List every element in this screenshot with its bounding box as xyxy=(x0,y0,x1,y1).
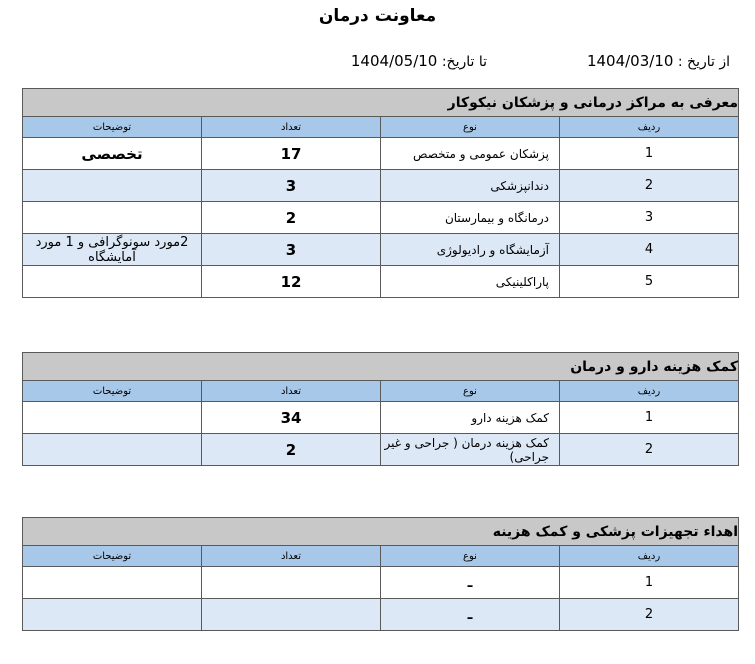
section-title: معرفی به مراکز درمانی و پزشکان نیکوکار xyxy=(23,89,739,117)
table-row xyxy=(23,202,739,234)
row-notes: 2مورد سونوگرافی و 1 مورد آمایشگاه xyxy=(23,234,202,266)
row-notes xyxy=(23,202,202,234)
column-header-row xyxy=(23,546,739,567)
row-notes xyxy=(23,599,202,631)
table-row xyxy=(23,234,739,266)
row-type: کمک هزینه درمان ( جراحی و غیر جراحی) xyxy=(381,434,560,466)
column-header-index: ردیف xyxy=(560,117,739,138)
row-notes xyxy=(23,170,202,202)
from-date xyxy=(587,52,730,70)
row-index: 1 xyxy=(560,402,739,434)
row-notes: تخصصی xyxy=(23,138,202,170)
section-table-medicine-aid xyxy=(22,352,739,466)
row-index: 2 xyxy=(560,170,739,202)
column-header-count: تعداد xyxy=(202,381,381,402)
row-index: 1 xyxy=(560,138,739,170)
column-header-count: تعداد xyxy=(202,546,381,567)
column-header-type: نوع xyxy=(381,546,560,567)
column-header-index: ردیف xyxy=(560,546,739,567)
column-header-notes: توضیحات xyxy=(23,381,202,402)
row-type: ـ xyxy=(381,567,560,599)
table-row xyxy=(23,266,739,298)
row-type: پاراکلینیکی xyxy=(381,266,560,298)
table-row xyxy=(23,138,739,170)
table-row xyxy=(23,434,739,466)
column-header-type: نوع xyxy=(381,381,560,402)
to-date-label: تا تاریخ: xyxy=(441,54,487,70)
column-header-notes: توضیحات xyxy=(23,546,202,567)
column-header-row xyxy=(23,381,739,402)
page-title: معاونت درمان xyxy=(318,6,437,26)
row-type: دندانپزشکی xyxy=(381,170,560,202)
row-notes xyxy=(23,402,202,434)
column-header-notes: توضیحات xyxy=(23,117,202,138)
row-index: 2 xyxy=(560,599,739,631)
to-date-value: 1404/05/10 xyxy=(350,52,438,70)
table-row xyxy=(23,599,739,631)
row-count: 17 xyxy=(202,138,381,170)
row-index: 4 xyxy=(560,234,739,266)
row-count: 3 xyxy=(202,170,381,202)
row-count xyxy=(202,599,381,631)
row-count: 3 xyxy=(202,234,381,266)
section-table-medical-equipment xyxy=(22,517,739,631)
row-type: آزمایشگاه و رادیولوژی xyxy=(381,234,560,266)
section-title: اهداء تجهیزات پزشکی و کمک هزینه xyxy=(23,518,739,546)
row-count: 2 xyxy=(202,202,381,234)
column-header-row xyxy=(23,117,739,138)
row-count: 34 xyxy=(202,402,381,434)
section-table-therapy-referrals xyxy=(22,88,739,298)
row-notes xyxy=(23,567,202,599)
row-index: 1 xyxy=(560,567,739,599)
row-type: پزشکان عمومی و متخصص xyxy=(381,138,560,170)
row-count: 2 xyxy=(202,434,381,466)
row-notes xyxy=(23,266,202,298)
table-row xyxy=(23,402,739,434)
row-count xyxy=(202,567,381,599)
section-title: کمک هزینه دارو و درمان xyxy=(23,353,739,381)
from-date-value: 1404/03/10 xyxy=(586,52,674,70)
to-date xyxy=(351,52,487,70)
table-row xyxy=(23,567,739,599)
column-header-type: نوع xyxy=(381,117,560,138)
row-type: ـ xyxy=(381,599,560,631)
column-header-index: ردیف xyxy=(560,381,739,402)
row-index: 5 xyxy=(560,266,739,298)
from-date-label: از تاریخ : xyxy=(677,54,730,70)
row-type: درمانگاه و بیمارستان xyxy=(381,202,560,234)
table-row xyxy=(23,170,739,202)
row-count: 12 xyxy=(202,266,381,298)
row-index: 3 xyxy=(560,202,739,234)
row-type: کمک هزینه دارو xyxy=(381,402,560,434)
column-header-count: تعداد xyxy=(202,117,381,138)
row-index: 2 xyxy=(560,434,739,466)
row-notes xyxy=(23,434,202,466)
